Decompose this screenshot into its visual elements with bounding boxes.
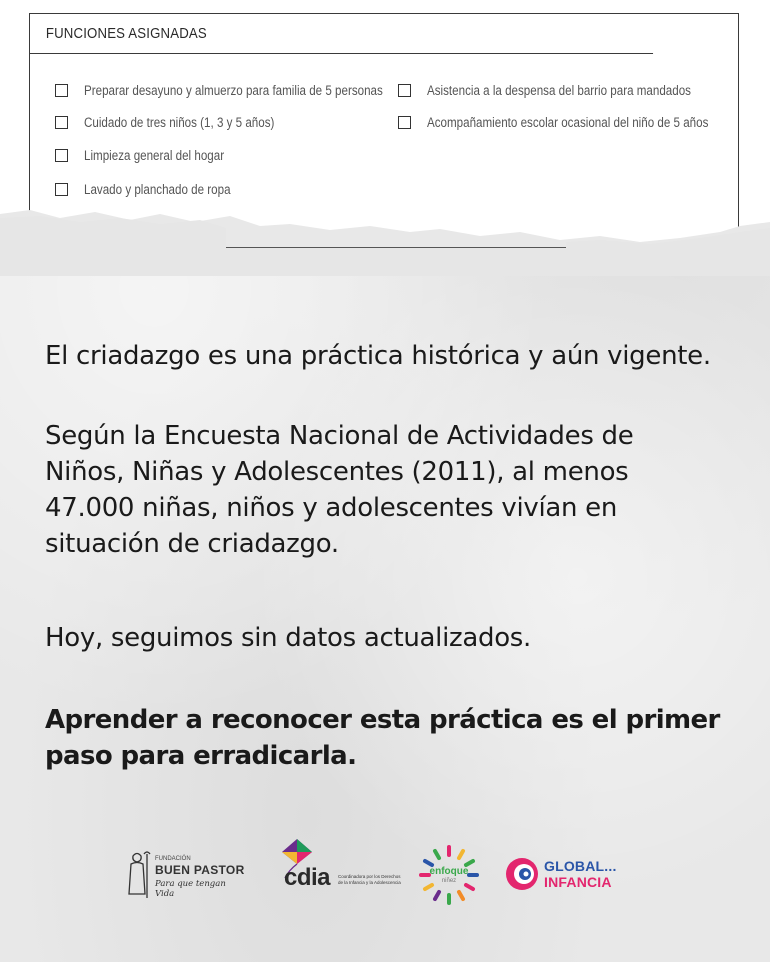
buen-pastor-logo: FUNDACIÓN BUEN PASTOR Para que tengan Vida — [125, 850, 245, 905]
checkbox — [55, 183, 68, 196]
task-item: Preparar desayuno y almuerzo para familia de 5 personas — [55, 83, 431, 98]
task-item: Cuidado de tres niños (1, 3 y 5 años) — [55, 115, 305, 130]
checkbox — [55, 84, 68, 97]
global-spiral-icon — [504, 856, 540, 892]
task-item: Lavado y planchado de ropa — [55, 182, 254, 197]
shepherd-icon — [125, 850, 151, 900]
call-to-action-paragraph: Aprender a reconocer esta práctica es el primer paso para erradicarla. — [45, 705, 720, 771]
statistics-paragraph: Según la Encuesta Nacional de Actividades de Niños, Niñas y Adolescentes (2011), al menos 47.000 niñas, niños y adolescentes vivían en situación de criadazgo. — [45, 421, 634, 559]
form-title: FUNCIONES ASIGNADAS — [30, 14, 653, 54]
intro-paragraph: El criadazgo es una práctica histórica y aún vigente. — [45, 341, 711, 371]
checkbox — [398, 84, 411, 97]
task-item: Acompañamiento escolar ocasional del niño de 5 años — [398, 115, 754, 130]
cdia-logo: cdia Coordinadora por los Derechos de la Infancia y la Adolescencia — [270, 838, 410, 908]
checkbox — [55, 149, 68, 162]
checkbox — [398, 116, 411, 129]
torn-paper-edge — [0, 196, 770, 276]
global-infancia-logo: GLOBAL... INFANCIA — [504, 856, 634, 896]
task-item: Limpieza general del hogar — [55, 148, 247, 163]
partner-logos — [0, 830, 770, 920]
checkbox — [55, 116, 68, 129]
no-data-paragraph: Hoy, seguimos sin datos actualizados. — [45, 623, 532, 653]
form-bottom-line — [226, 247, 566, 248]
enfoque-ninez-logo: enfoque niñez — [418, 844, 480, 906]
task-item: Asistencia a la despensa del barrio para mandados — [398, 83, 734, 98]
